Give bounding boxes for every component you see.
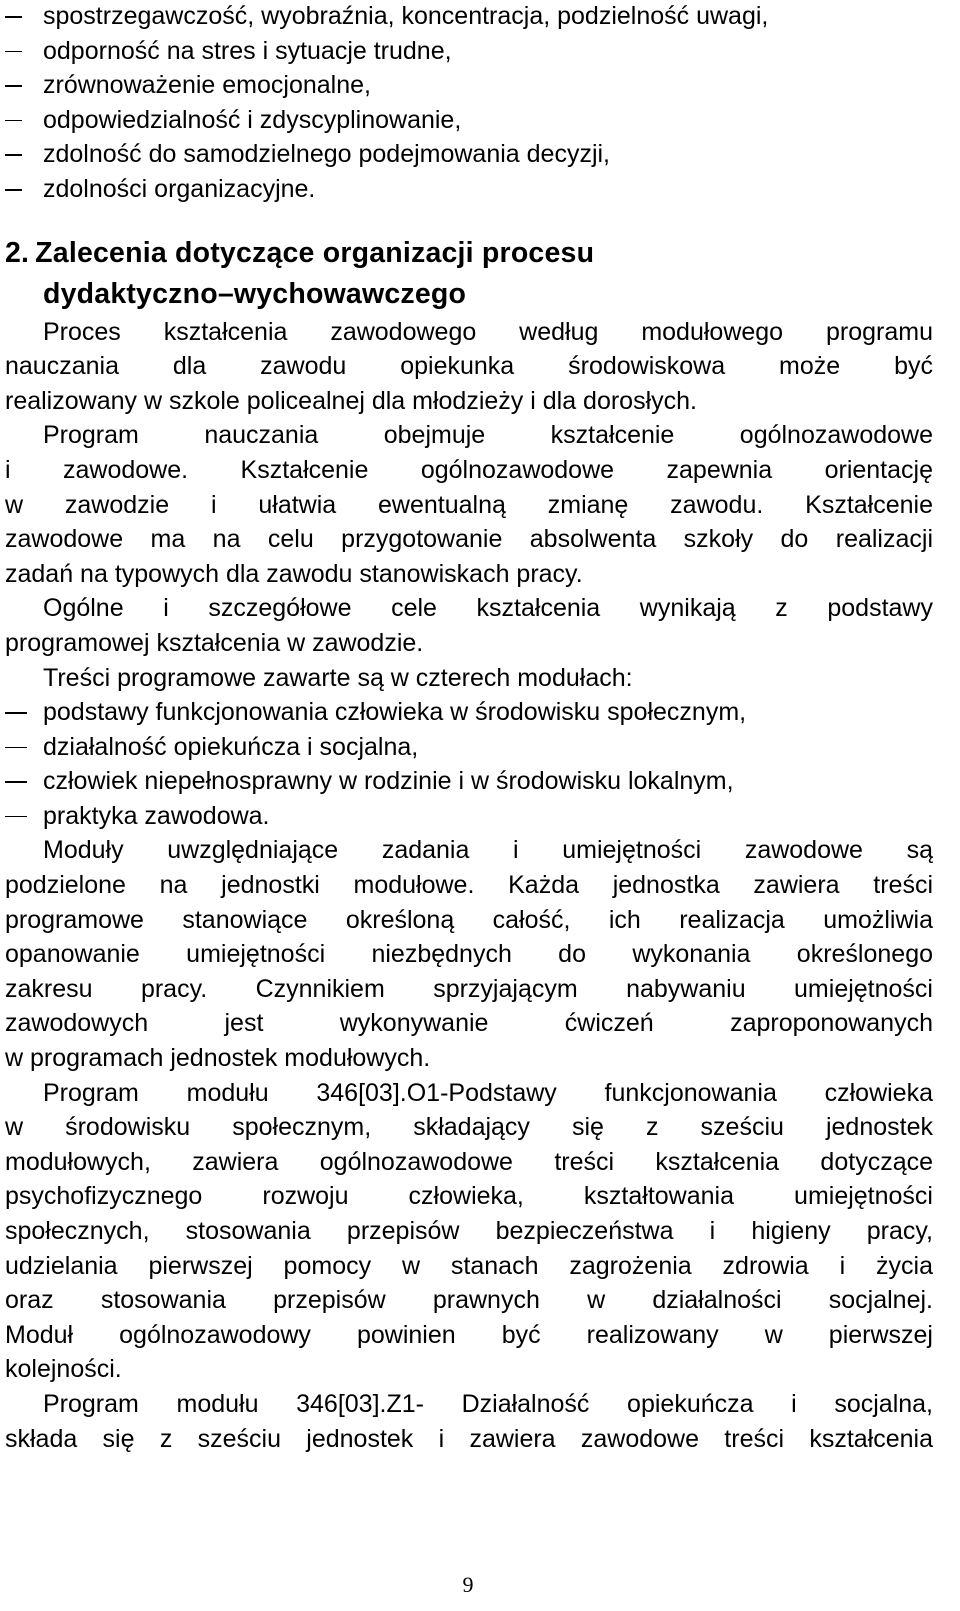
dash-bullet-icon [5, 781, 27, 783]
section-title-line1: Zalecenia dotyczące organizacji procesu [35, 236, 595, 269]
paragraph-2: Program nauczania obejmuje kształcenie ogólnozawodowe i zawodowe. Kształcenie ogólnozawodowe zapewnia orientację w zawodzie i ułatwia ewentualną zmianę zawodu. Kształcenie zawodowe ma na celu przygotowanie absolwenta szkoły do realizacji zadań na typowych dla zawodu stanowiskach pracy. [5, 421, 933, 588]
list-item: zrównoważenie emocjonalne, [5, 68, 933, 103]
list-item: zdolności organizacyjne. [5, 172, 933, 207]
section-number: 2. [5, 236, 30, 269]
page-number: 9 [462, 1572, 474, 1597]
paragraph-1: Proces kształcenia zawodowego według modułowego programu nauczania dla zawodu opiekunka środowiskowa może być realizowany w szkole policealnej dla młodzieży i dla dorosłych. [5, 317, 933, 415]
traits-list [5, 0, 933, 207]
dash-bullet-icon [5, 16, 22, 18]
modules-intro: Treści programowe zawarte są w czterech modułach: [43, 663, 633, 692]
dash-bullet-icon [5, 120, 22, 122]
dash-bullet-icon [5, 154, 22, 156]
document-page [5, 0, 933, 1456]
list-item: odporność na stres i sytuacje trudne, [5, 34, 933, 69]
list-item: praktyka zawodowa. [5, 799, 933, 834]
list-item: odpowiedzialność i zdyscyplinowanie, [5, 103, 933, 138]
dash-bullet-icon [5, 747, 27, 749]
list-item: podstawy funkcjonowania człowieka w środowisku społecznym, [5, 695, 933, 730]
list-item: zdolność do samodzielnego podejmowania decyzji, [5, 137, 933, 172]
paragraph-3: Ogólne i szczegółowe cele kształcenia wynikają z podstawy programowej kształcenia w zawodzie. [5, 594, 933, 657]
section-title-line2: dydaktyczno–wychowawczego [43, 277, 467, 310]
modules-list [5, 695, 933, 833]
dash-bullet-icon [5, 712, 27, 714]
paragraph-7: Program modułu 346[03].Z1- Działalność opiekuńcza i socjalna, składa się z sześciu jednostek i zawiera zawodowe treści kształcenia [5, 1389, 933, 1453]
dash-bullet-icon [5, 51, 22, 53]
list-item: człowiek niepełnosprawny w rodzinie i w środowisku lokalnym, [5, 764, 933, 799]
section-heading [5, 233, 933, 315]
list-item: działalność opiekuńcza i socjalna, [5, 730, 933, 765]
list-item: spostrzegawczość, wyobraźnia, koncentracja, podzielność uwagi, [5, 0, 933, 34]
dash-bullet-icon [5, 85, 22, 87]
paragraph-6: Program modułu 346[03].O1-Podstawy funkcjonowania człowieka w środowisku społecznym, składający się z sześciu jednostek modułowych, zawiera ogólnozawodowe treści kształcenia dotyczące psychofizycznego rozwoju człowieka, kształtowania umiejętności społecznych, stosowania przepisów bezpieczeństwa i higieny pracy, udzielania pierwszej pomocy w stanach zagrożenia zdrowia i życia oraz stosowania przepisów prawnych w działalności socjalnej. Moduł ogólnozawodowy powinien być realizowany w pierwszej kolejności. [5, 1078, 933, 1384]
paragraph-5: Moduły uwzględniające zadania i umiejętności zawodowe są podzielone na jednostki modułowe. Każda jednostka zawiera treści programowe stanowiące określoną całość, ich realizacja umożliwia opanowanie umiejętności niezbędnych do wykonania określonego zakresu pracy. Czynnikiem sprzyjającym nabywaniu umiejętności zawodowych jest wykonywanie ćwiczeń zaproponowanych w programach jednostek modułowych. [5, 836, 933, 1073]
dash-bullet-icon [5, 189, 22, 191]
dash-bullet-icon [5, 816, 27, 818]
